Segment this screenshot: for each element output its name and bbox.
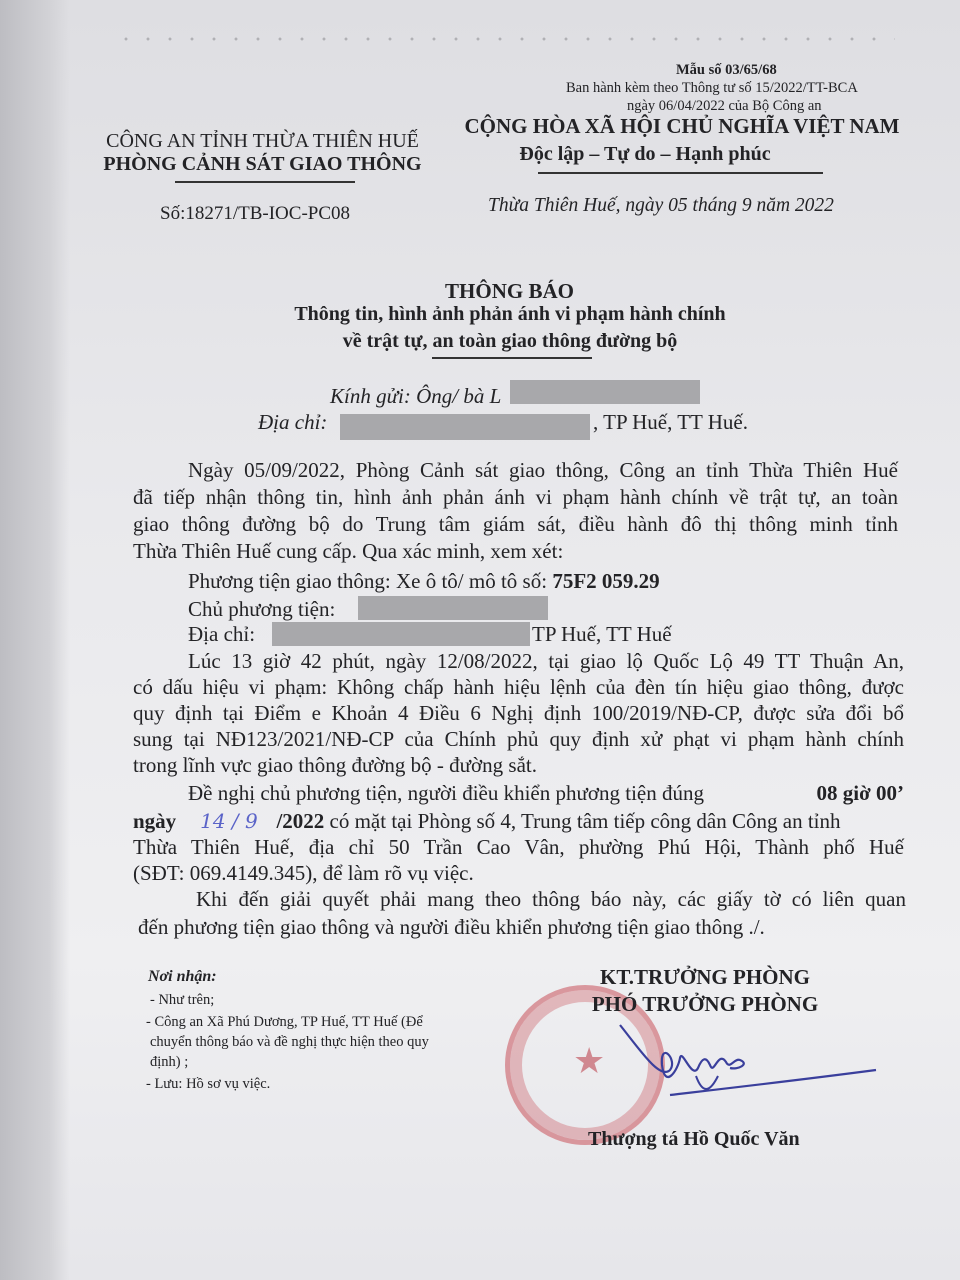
recipients-item-3: - Lưu: Hồ sơ vụ việc. bbox=[146, 1076, 271, 1092]
signature-title-1: KT.TRƯỞNG PHÒNG bbox=[600, 965, 810, 989]
redacted-name bbox=[510, 380, 700, 404]
appointment-day-label: ngày bbox=[133, 809, 182, 833]
recipients-item-2-line-1: - Công an Xã Phú Dương, TP Huế, TT Huế (Để bbox=[146, 1014, 423, 1030]
paragraph-4-line-1: Khi đến giải quyết phải mang theo thông báo này, các giấy tờ có liên quan bbox=[196, 887, 906, 911]
paragraph-3-line-4: (SĐT: 069.4149.345), để làm rõ vụ việc. bbox=[133, 861, 474, 885]
recipients-item-2-line-2: chuyển thông báo và đề nghị thực hiện theo quy bbox=[150, 1034, 429, 1050]
paragraph-2-line-1: Lúc 13 giờ 42 phút, ngày 12/08/2022, tại giao lộ Quốc Lộ 49 TT Thuận An, bbox=[188, 649, 904, 673]
form-issued-with: Ban hành kèm theo Thông tư số 15/2022/TT-BCA bbox=[566, 80, 858, 96]
national-motto: Độc lập – Tự do – Hạnh phúc bbox=[519, 143, 771, 165]
paragraph-1-line-4: Thừa Thiên Huế cung cấp. Qua xác minh, xem xét: bbox=[133, 539, 564, 563]
paragraph-2-line-3: quy định tại Điểm e Khoản 4 Điều 6 Nghị định 100/2019/NĐ-CP, được sửa đổi bổ bbox=[133, 701, 904, 725]
notice-subtitle-2: về trật tự, an toàn giao thông đường bộ bbox=[342, 330, 678, 352]
owner-address-tail: TP Huế, TT Huế bbox=[532, 622, 672, 646]
recipients-item-1: - Như trên; bbox=[150, 992, 215, 1008]
paragraph-2-line-4: sung tại NĐ123/2021/NĐ-CP của Chính phủ quy định xử phạt vi phạm hành chính bbox=[133, 727, 904, 751]
motto-underline bbox=[538, 172, 823, 174]
recipients-heading: Nơi nhận: bbox=[148, 968, 217, 985]
owner-address-label: Địa chỉ: bbox=[188, 622, 256, 646]
form-number: Mẫu số 03/65/68 bbox=[676, 62, 777, 78]
recipient-address-tail: , TP Huế, TT Huế. bbox=[593, 410, 748, 434]
form-issued-date: ngày 06/04/2022 của Bộ Công an bbox=[627, 98, 822, 114]
signer-name: Thượng tá Hồ Quốc Văn bbox=[588, 1128, 800, 1150]
paragraph-2-line-5: trong lĩnh vực giao thông đường bộ - đường sắt. bbox=[133, 753, 537, 777]
document-number: Số:18271/TB-IOC-PC08 bbox=[160, 203, 351, 224]
national-title: CỘNG HÒA XÃ HỘI CHỦ NGHĨA VIỆT NAM bbox=[464, 114, 900, 138]
paragraph-1-line-2: đã tiếp nhận thông tin, hình ảnh phản ánh vi phạm hành chính về trật tự, an toàn bbox=[133, 485, 898, 509]
agency-parent: CÔNG AN TỈNH THỪA THIÊN HUẾ bbox=[106, 130, 419, 152]
paragraph-1-line-1: Ngày 05/09/2022, Phòng Cảnh sát giao thông, Công an tỉnh Thừa Thiên Huế bbox=[188, 458, 898, 482]
redacted-owner bbox=[358, 596, 548, 620]
appointment-year: /2022 bbox=[276, 809, 325, 833]
recipients-item-2-line-3: định) ; bbox=[150, 1054, 189, 1070]
appointment-time: 08 giờ 00’ bbox=[816, 781, 904, 805]
notice-subtitle-1: Thông tin, hình ảnh phản ánh vi phạm hành chính bbox=[294, 303, 726, 325]
paragraph-3-line-2 bbox=[133, 808, 904, 835]
seal-star-icon: ★ bbox=[573, 1041, 606, 1081]
paragraph-4-line-2: đến phương tiện giao thông và người điều khiển phương tiện giao thông ./. bbox=[138, 915, 765, 939]
paragraph-1-line-3: giao thông đường bộ do Trung tâm giám sát, điều hành đô thị thông minh tỉnh bbox=[133, 512, 898, 536]
left-shadow bbox=[0, 0, 70, 1280]
recipient-greeting: Kính gửi: Ông/ bà L bbox=[330, 384, 502, 408]
appointment-place: có mặt tại Phòng số 4, Trung tâm tiếp công dân Công an tỉnh bbox=[324, 809, 841, 833]
redacted-owner-address bbox=[272, 622, 530, 646]
agency-name: PHÒNG CẢNH SÁT GIAO THÔNG bbox=[103, 153, 422, 175]
notice-title: THÔNG BÁO bbox=[445, 279, 574, 303]
agency-underline bbox=[175, 181, 355, 183]
title-underline bbox=[432, 357, 592, 359]
paragraph-3-line-1 bbox=[188, 780, 904, 807]
signature-title-2: PHÓ TRƯỞNG PHÒNG bbox=[591, 992, 819, 1016]
appointment-handwritten-date: 14 / 9 bbox=[200, 809, 258, 833]
recipient-address-label: Địa chỉ: bbox=[258, 410, 328, 434]
paragraph-3-request: Đề nghị chủ phương tiện, người điều khiển phương tiện đúng bbox=[188, 781, 704, 805]
vehicle-label: Phương tiện giao thông: Xe ô tô/ mô tô số: bbox=[188, 569, 553, 593]
handwritten-signature bbox=[600, 1010, 900, 1130]
owner-label: Chủ phương tiện: bbox=[188, 597, 336, 621]
paragraph-3-line-3: Thừa Thiên Huế, địa chỉ 50 Trần Cao Vân, phường Phú Hội, Thành phố Huế bbox=[133, 835, 904, 859]
vehicle-plate: 75F2 059.29 bbox=[552, 569, 660, 593]
redacted-address bbox=[340, 414, 590, 440]
paragraph-2-line-2: có dấu hiệu vi phạm: Không chấp hành hiệu lệnh của đèn tín hiệu giao thông, được bbox=[133, 675, 904, 699]
vehicle-line bbox=[188, 568, 660, 595]
place-date: Thừa Thiên Huế, ngày 05 tháng 9 năm 2022 bbox=[488, 195, 834, 216]
perforation-dots bbox=[115, 34, 895, 44]
